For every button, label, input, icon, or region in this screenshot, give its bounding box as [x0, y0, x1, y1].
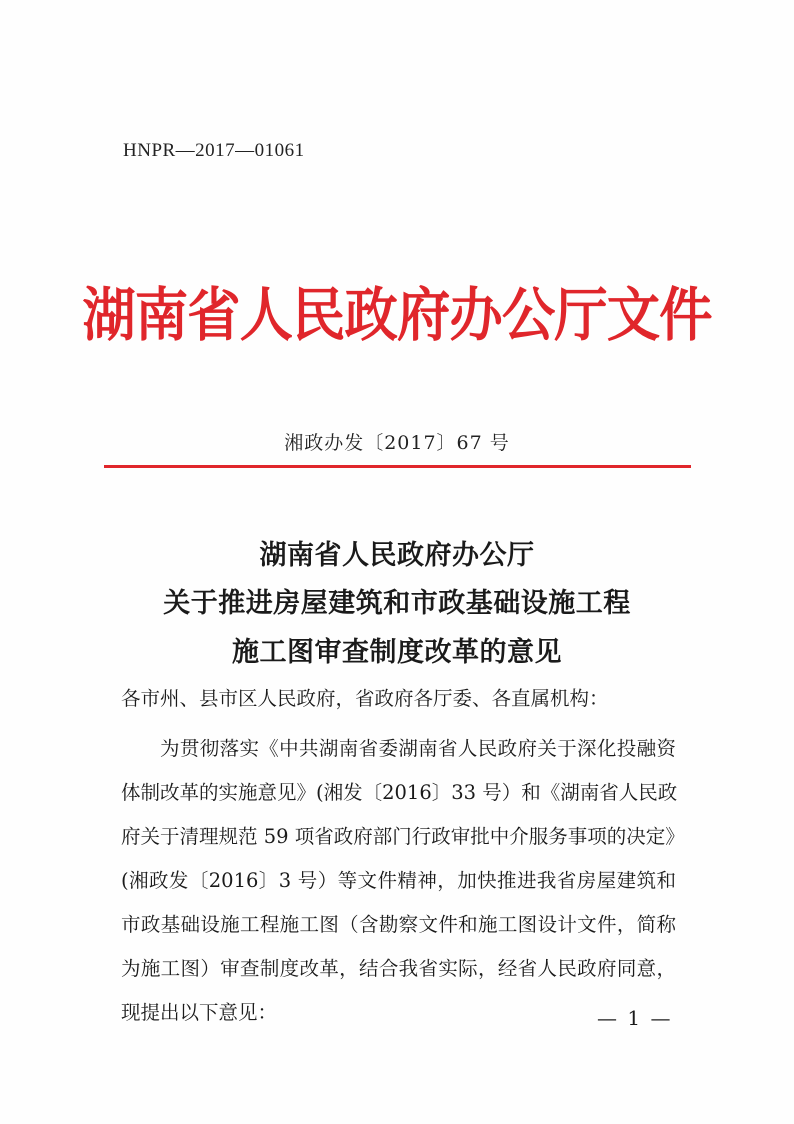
body-line: 市政基础设施工程施工图（含勘察文件和施工图设计文件，简称 [121, 913, 676, 936]
masthead-title: 湖南省人民政府办公厅文件 [82, 281, 712, 349]
page-number: — 1 — [597, 1006, 673, 1030]
document-code: HNPR—2017—01061 [123, 140, 305, 161]
body-line: 府关于清理规范 59 项省政府部门行政审批中介服务事项的决定》 [121, 825, 685, 848]
body-line: 体制改革的实施意见》(湘发〔2016〕33 号）和《湖南省人民政 [121, 781, 678, 804]
red-divider-line [104, 465, 691, 468]
document-number: 湘政办发〔2017〕67 号 [284, 432, 510, 454]
body-line: 为贯彻落实《中共湖南省委湖南省人民政府关于深化投融资 [160, 737, 676, 760]
title-line-2: 关于推进房屋建筑和市政基础设施工程 [163, 588, 631, 619]
body-line: 现提出以下意见： [121, 1001, 278, 1024]
body-line: (湘政发〔2016〕3 号）等文件精神，加快推进我省房屋建筑和 [121, 869, 676, 892]
title-line-3: 施工图审查制度改革的意见 [232, 637, 562, 668]
title-line-1: 湖南省人民政府办公厅 [259, 540, 535, 571]
salutation: 各市州、县市区人民政府，省政府各厅委、各直属机构： [121, 687, 609, 710]
body-line: 为施工图）审查制度改革，结合我省实际，经省人民政府同意， [121, 957, 676, 980]
